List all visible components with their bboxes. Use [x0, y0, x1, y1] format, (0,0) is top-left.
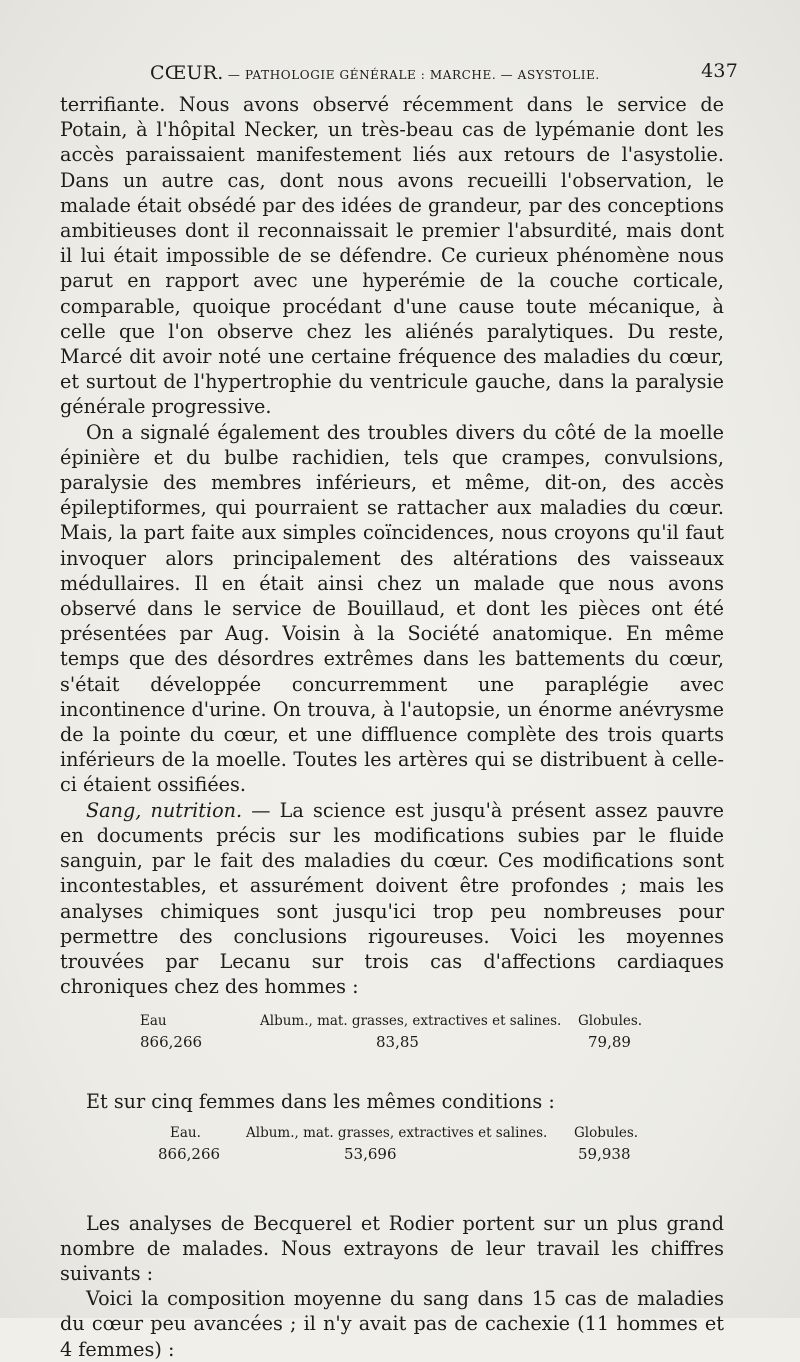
table-header-album: Album., mat. grasses, extractives et salines. — [260, 1013, 562, 1030]
paragraph-2: On a signalé également des troubles divers du côté de la moelle épinière et du bulbe rachidien, tels que crampes, convulsions, paralysie des membres inférieurs, et même, dit-on, des accès épileptiformes, qui pourraient se rattacher aux maladies du cœur. Mais, la part faite aux simples coïncidences, nous croyons qu'il faut invoquer alors principalement des altérations des vaisseaux médullaires. Il en était ainsi chez un malade que nous avons observé dans le service de Bouillaud, et dont les pièces ont été présentées par Aug. Voisin à la Société anatomique. En même temps que des désordres extrêmes dans les battements du cœur, s'était développée concurremment une paraplégie avec incontinence d'urine. On trouva, à l'autopsie, un énorme anévrysme de la pointe du cœur, et une diffluence complète des trois quarts inférieurs de la moelle. Toutes les artères qui se distribuent à celle-ci étaient ossifiées. — [60, 420, 724, 797]
paragraph-5: Les analyses de Becquerel et Rodier portent sur un plus grand nombre de malades. Nous extrayons de leur travail les chiffres suivants : — [60, 1211, 724, 1285]
page-body — [60, 92, 724, 1362]
table-value-album: 53,696 — [344, 1144, 397, 1163]
section-label-sang: Sang, nutrition. — [86, 798, 243, 822]
table-value-eau: 866,266 — [140, 1033, 203, 1052]
table-header-eau: Eau. — [170, 1124, 201, 1141]
paragraph-6: Voici la composition moyenne du sang dans 15 cas de maladies du cœur peu avancées ; il n'y avait pas de cachexie (11 hommes et 4 femmes) : — [60, 1287, 724, 1361]
header-title-main: CŒUR. — [150, 62, 224, 84]
table-header-globules: Globules. — [578, 1013, 643, 1030]
table-header-globules: Globules. — [574, 1124, 639, 1141]
running-header — [60, 60, 738, 88]
header-title-rest: — PATHOLOGIE GÉNÉRALE : MARCHE. — ASYSTOLIE. — [223, 68, 600, 82]
table-value-eau: 866,266 — [158, 1144, 221, 1163]
table-value-globules: 59,938 — [578, 1144, 631, 1163]
table-lecanu-women — [60, 1125, 724, 1177]
paragraph-1: terrifiante. Nous avons observé récemment dans le service de Potain, à l'hôpital Necker, un très-beau cas de lypémanie dont les accès paraissaient manifestement liés aux retours de l'asystolie. Dans un autre cas, dont nous avons recueilli l'observation, le malade était obsédé par des idées de grandeur, par des conceptions ambitieuses dont il reconnaissait le premier l'absurdité, mais dont il lui était impossible de se défendre. Ce curieux phénomène nous parut en rapport avec une hyperémie de la couche corticale, comparable, quoique procédant d'une cause toute mécanique, à celle que l'on observe chez les aliénés paralytiques. Du reste, Marcé dit avoir noté une certaine fréquence des maladies du cœur, et surtout de l'hypertrophie du ventricule gauche, dans la paralysie générale progressive. — [60, 93, 724, 419]
table-value-album: 83,85 — [376, 1033, 419, 1052]
header-title — [150, 62, 600, 84]
table-header-eau: Eau — [140, 1013, 167, 1030]
table-value-globules: 79,89 — [588, 1033, 631, 1052]
page-number: 437 — [701, 60, 738, 82]
table-header-album: Album., mat. grasses, extractives et salines. — [246, 1124, 548, 1141]
paragraph-3-text: — La science est jusqu'à présent assez pauvre en documents précis sur les modifications subies par le fluide sanguin, par le fait des maladies du cœur. Ces modifications sont incontestables, et assurément doivent être profondes ; mais les analyses chimiques sont jusqu'ici trop peu nombreuses pour permettre des conclusions rigoureuses. Voici les moyennes trouvées par Lecanu sur trois cas d'affections cardiaques chroniques chez des hommes : — [60, 798, 725, 999]
paragraph-3 — [60, 798, 724, 1000]
table-lecanu-men — [60, 1013, 724, 1065]
paragraph-4: Et sur cinq femmes dans les mêmes conditions : — [86, 1090, 555, 1114]
